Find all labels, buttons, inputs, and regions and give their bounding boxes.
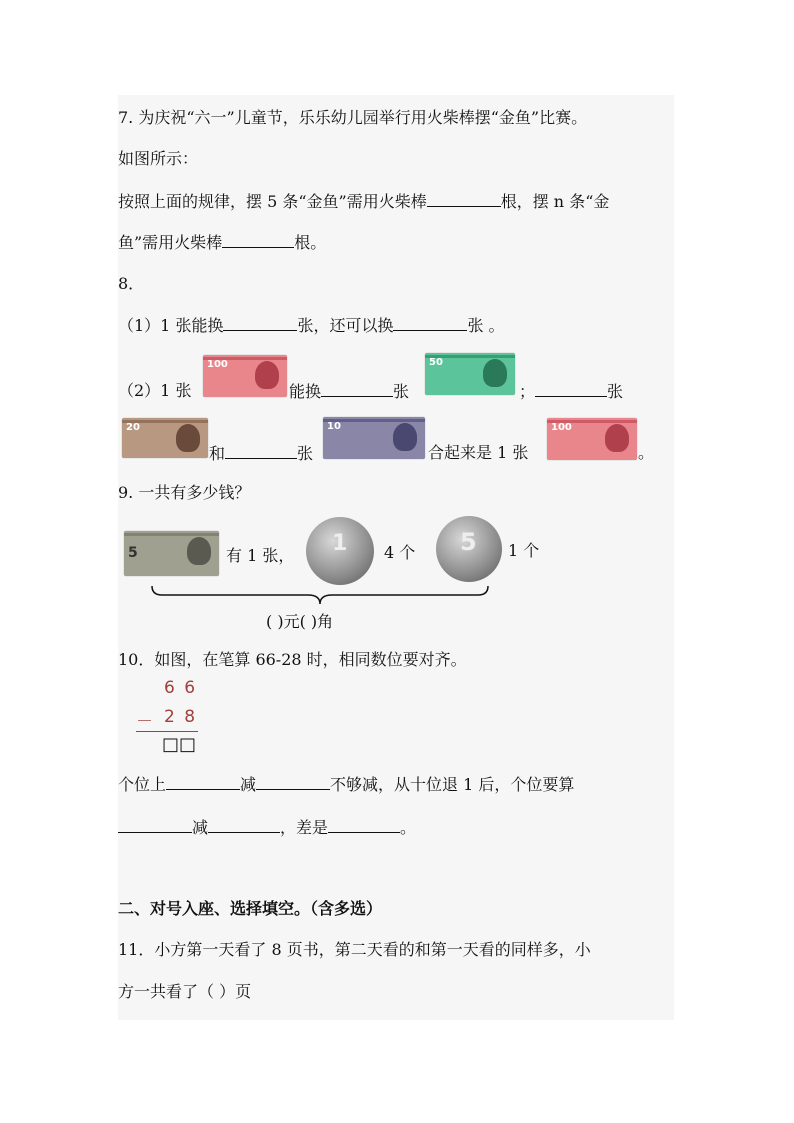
q8-number: 8． <box>118 274 145 293</box>
q7-line4-text-a: 鱼”需用火柴棒 <box>118 233 223 252</box>
q8-part1 <box>118 314 505 337</box>
q10-l1-text-b: 减 <box>240 775 257 794</box>
q7-line1: 7. 为庆祝“六一”儿童节，乐乐幼儿园举行用火柴棒摆“金鱼”比赛。 <box>118 108 588 127</box>
q9-answer: ( )元( )角 <box>266 612 334 631</box>
answer-blank[interactable] <box>393 314 467 331</box>
q8-p1-text-c: 张 。 <box>467 316 505 335</box>
q7-line3-text-b: 根，摆 n 条“金 <box>500 192 610 211</box>
q8-part3-end: 。 <box>638 443 655 462</box>
coin-1-yuan-image: 1 <box>306 517 374 585</box>
q8-p2-text-c: 张 <box>393 382 410 401</box>
q7-line4-text-b: 根。 <box>294 233 327 252</box>
q8-p2-text-d: ； <box>519 382 536 401</box>
answer-blank[interactable] <box>321 380 393 397</box>
q8-p3-text-a: 和 <box>209 444 226 463</box>
banknote-100-image: 100 <box>203 355 287 397</box>
q10-line2 <box>118 816 416 839</box>
answer-blank[interactable] <box>535 380 607 397</box>
q10-l1-text-c: 不够减，从十位退 1 后，个位要算 <box>330 775 575 794</box>
q8-part2-mid <box>289 380 409 403</box>
q10-line1 <box>118 773 574 796</box>
q10-l2-text-b: ，差是 <box>280 818 329 837</box>
answer-blank[interactable] <box>223 314 297 331</box>
q7-line3-text-a: 按照上面的规律，摆 5 条“金鱼”需用火柴棒 <box>118 192 427 211</box>
answer-blank[interactable] <box>256 773 330 790</box>
minuend: 6 6 <box>164 678 198 698</box>
banknote-100-image: 100 <box>547 418 637 460</box>
subtrahend: 2 8 <box>164 707 198 727</box>
q8-p3-text-b: 张 <box>297 444 314 463</box>
answer-blank[interactable] <box>328 816 400 833</box>
q8-part3-text: 合起来是 1 张 <box>428 443 529 462</box>
q9-have-text: 有 1 张， <box>226 546 295 565</box>
q10-l2-text-c: 。 <box>400 818 417 837</box>
grouping-brace <box>150 584 490 606</box>
answer-blank[interactable] <box>118 816 192 833</box>
q9-count2: 1 个 <box>508 541 540 560</box>
q8-p1-text-b: 张，还可以换 <box>297 316 394 335</box>
q7-line2: 如图所示： <box>118 149 199 168</box>
answer-blank[interactable] <box>222 231 294 248</box>
q8-part3-and <box>209 442 313 465</box>
q7-line3 <box>118 190 609 213</box>
q11-line1: 11．小方第一天看了 8 页书，第二天看的和第一天看的同样多，小 <box>118 940 591 959</box>
answer-blank[interactable] <box>225 442 297 459</box>
q7-line4 <box>118 231 326 254</box>
q8-p1-text-a: （1）1 张能换 <box>118 316 224 335</box>
q10-l1-text-a: 个位上 <box>118 775 167 794</box>
answer-blank[interactable] <box>427 190 501 207</box>
banknote-5-image: 5 <box>124 531 219 576</box>
banknote-50-image: 50 <box>425 353 515 395</box>
result-line <box>136 731 198 732</box>
q9-count1: 4 个 <box>384 543 416 562</box>
q8-p2-text-b: 能换 <box>289 382 322 401</box>
q10-l2-text-a: 减 <box>192 818 209 837</box>
q9-title: 9. 一共有多少钱？ <box>118 483 251 502</box>
section-heading: 二、对号入座、选择填空。（含多选） <box>118 899 383 918</box>
q11-line2: 方一共看了（ ）页 <box>118 982 252 1001</box>
q8-p2-text-e: 张 <box>607 382 624 401</box>
banknote-10-image: 10 <box>323 417 425 459</box>
banknote-20-image: 20 <box>122 418 208 458</box>
q8-part2-end <box>519 380 623 403</box>
answer-blank[interactable] <box>208 816 280 833</box>
minus-sign: － <box>136 712 153 732</box>
q8-part2-lead: （2）1 张 <box>118 381 192 400</box>
answer-blank[interactable] <box>166 773 240 790</box>
answer-boxes[interactable]: □□ <box>162 734 197 755</box>
q10-title: 10．如图，在笔算 66-28 时，相同数位要对齐。 <box>118 650 467 669</box>
coin-5-jiao-image: 5 <box>436 516 502 582</box>
